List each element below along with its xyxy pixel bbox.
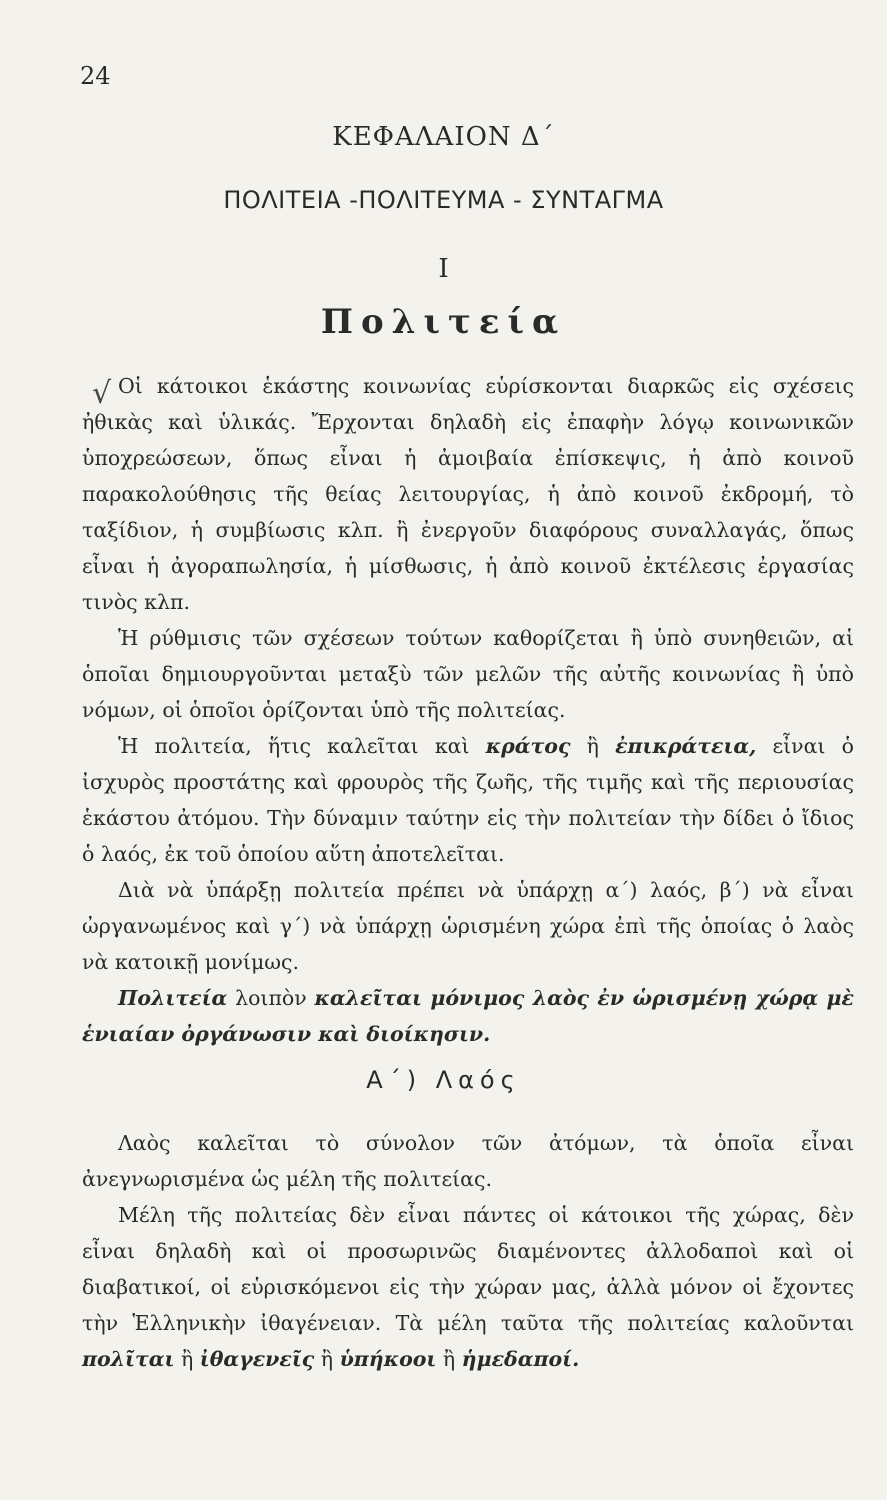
term-ypikooi: ὑπήκοοι [339, 1347, 437, 1371]
paragraph-members [82, 1197, 854, 1377]
politeia-body [82, 368, 854, 1052]
chapter-subtitle: ΠΟΛΙΤΕΙΑ -ΠΟΛΙΤΕΥΜΑ - ΣΥΝΤΑΓΜΑ [223, 186, 664, 214]
term-epikrateia: ἐπικράτεια, [615, 734, 757, 758]
section-number: Ι [438, 254, 449, 284]
paragraph-definition [82, 980, 854, 1052]
paragraph-relations: Οἱ κάτοικοι ἑκάστης κοινωνίας εὑρίσκονται διαρκῶς εἰς σχέσεις ἠθικὰς καὶ ὑλικάς. Ἔρχονται δηλαδὴ εἰς ἐπαφὴν λόγῳ κοινωνικῶν ὑποχρεώσεων, ὅπως εἶναι ἡ ἀμοιβαία ἐπίσκεψις, ἡ ἀπὸ κοινοῦ παρακολούθησις τῆς θείας λειτουργίας, ἡ ἀπὸ κοινοῦ ἐκδρομή, τὸ ταξίδιον, ἡ συμβίωσις κλπ. ἢ ἐνεργοῦν διαφόρους συναλλαγάς, ὅπως εἶναι ἡ ἀγοραπωλησία, ἡ μίσθωσις, ἡ ἀπὸ κοινοῦ ἐκτέλεσις ἐργασίας τινὸς κλπ. [82, 374, 854, 614]
page-number: 24 [80, 62, 111, 90]
text-span: λοιπὸν [227, 986, 315, 1010]
term-kratos: κράτος [485, 734, 571, 758]
text-span: ἢ [436, 1347, 462, 1371]
handwritten-checkmark-icon: √ [92, 376, 112, 411]
term-politeia: Πολιτεία [118, 986, 228, 1010]
text-span: ἢ [174, 1347, 200, 1371]
term-politai: πολῖται [82, 1347, 175, 1371]
text-span: ἢ [314, 1347, 340, 1371]
paragraph-regulation: Ἡ ρύθμισις τῶν σχέσεων τούτων καθορίζεται ἢ ὑπὸ συνηθειῶν, αἱ ὁποῖαι δημιουργοῦνται μεταξὺ τῶν μελῶν τῆς αὐτῆς κοινωνίας ἢ ὑπὸ νόμων, οἱ ὁποῖοι ὁρίζονται ὑπὸ τῆς πολιτείας. [82, 626, 854, 722]
paragraph-conditions: Διὰ νὰ ὑπάρξῃ πολιτεία πρέπει νὰ ὑπάρχῃ α΄) λαός, β΄) νὰ εἶναι ὠργανωμένος καὶ γ΄) νὰ ὑπάρχῃ ὡρισμένη χώρα ἐπὶ τῆς ὁποίας ὁ λαὸς νὰ κατοικῇ μονίμως. [82, 878, 854, 974]
term-ithageneis: ἰθαγενεῖς [199, 1347, 315, 1371]
text-span: Μέλη τῆς πολιτείας δὲν εἶναι πάντες οἱ κάτοικοι τῆς χώρας, δὲν εἶναι δηλαδὴ καὶ οἱ προσωρινῶς διαμένοντες ἀλλοδαποὶ καὶ οἱ διαβατικοί, οἱ εὑρισκόμενοι εἰς τὴν χώραν μας, ἀλλὰ μόνον οἱ ἔχοντες τὴν Ἑλληνικὴν ἰθαγένειαν. Τὰ μέλη ταῦτα τῆς πολιτείας καλοῦνται [82, 1203, 854, 1335]
text-span: ἢ [570, 734, 616, 758]
section-title: Πολιτεία [320, 302, 567, 342]
definition-text: καλεῖται μόνιμος λαὸς ἐν ὡρισμένῃ χώρᾳ μὲ ἑνιαίαν ὀργάνωσιν καὶ διοίκησιν. [82, 986, 854, 1046]
paragraph-laos-definition: Λαὸς καλεῖται τὸ σύνολον τῶν ἀτόμων, τὰ ὁποῖα εἶναι ἀνεγνωρισμένα ὡς μέλη τῆς πολιτείας. [82, 1131, 854, 1191]
text-span: εἶναι ὁ ἰσχυρὸς προστάτης καὶ φρουρὸς τῆς ζωῆς, τῆς τιμῆς καὶ τῆς περιουσίας ἑκάστου ἀτόμου. Τὴν δύναμιν ταύτην εἰς τὴν πολιτείαν τὴν δίδει ὁ ἴδιος ὁ λαός, ἐκ τοῦ ὁποίου αὕτη ἀποτελεῖται. [82, 734, 854, 866]
laos-body [82, 1125, 854, 1377]
paragraph-state [82, 728, 854, 872]
term-imedapoi: ἡμεδαποί. [461, 1347, 580, 1371]
subsection-title-laos: Α΄) Λαός [366, 1066, 521, 1094]
text-span: Ἡ πολιτεία, ἥτις καλεῖται καὶ [118, 734, 486, 758]
chapter-heading: ΚΕΦΑΛΑΙΟΝ Δ΄ [332, 122, 555, 152]
